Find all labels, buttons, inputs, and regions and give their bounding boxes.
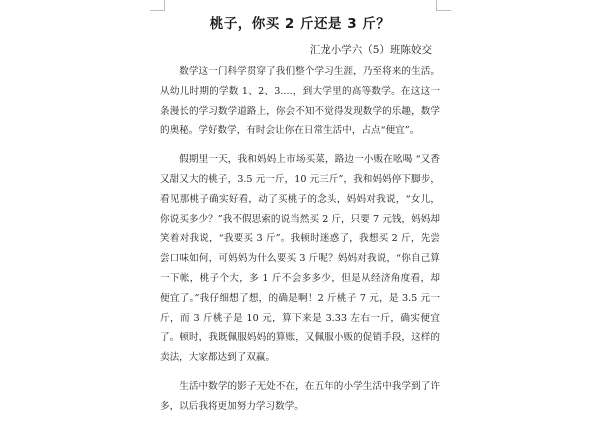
paragraph-2: 假期里一天，我和妈妈上市场买菜，路边一小贩在吆喝 “又香又甜又大的桃子，3.5 元一斤，10 元三斤”，我和妈妈停下脚步，看见那桃子确实好看，动了买桃子的念头，妈妈对我说，“女儿，你说买多少？”我不假思索的说当然买 2 斤，只要 7 元钱，妈妈却笑着对我说，“我要买 3 斤”。我顿时迷惑了，我想买 2 斤，先尝尝口味如何，可妈妈为什么要买 3 斤呢？妈妈对我说，“你自己算一下帐，桃子个大，多 1 斤不会多多少，但是从经济角度看，却便宜了。”我仔细想了想，的确是啊！2 斤桃子 7 元，是 3.5 元一斤，而 3 斤桃子是 10 元，算下来是 3.33 左右一斤，确实便宜了。顿时，我既佩服妈妈的算账，又佩服小贩的促销手段，这样的卖法，大家都达到了双赢。 (160, 154, 440, 364)
document-body (160, 62, 440, 426)
document-title: 桃子，你买 2 斤还是 3 斤？ (209, 16, 391, 32)
margin-corner-mark-left (150, 0, 165, 11)
paragraph-3: 生活中数学的影子无处不在，在五年的小学生活中我学到了许多，以后我将更加努力学习数学。 (160, 380, 440, 412)
paragraph-1: 数学这一门科学贯穿了我们整个学习生涯，乃至将来的生活。从幼儿时期的学数 1、2、3....，到大学里的高等数学。在这这一条漫长的学习数学道路上，你会不知不觉得发现数学的乐趣，数学的奥秘。学好数学，有时会让你在日常生活中，占点“便宜”。 (160, 66, 440, 137)
margin-corner-mark-right (436, 0, 451, 11)
author-line: 汇龙小学六（5）班陈姣交 (309, 44, 432, 56)
